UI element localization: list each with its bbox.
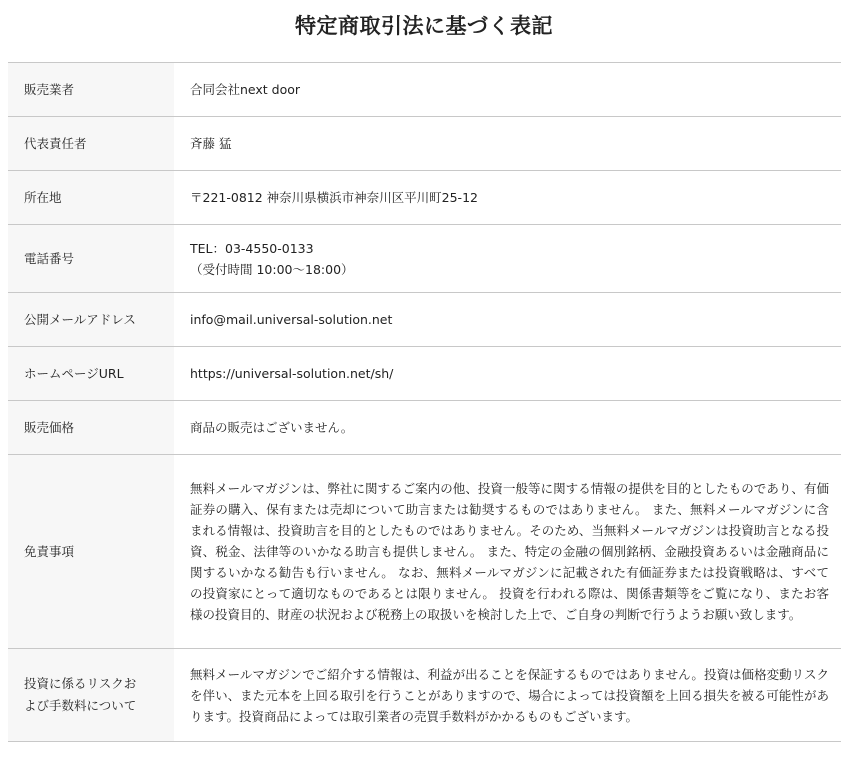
row-value-price: 商品の販売はございません。 [190, 420, 354, 435]
table-row-disclaimer [8, 455, 841, 649]
row-label-address: 所在地 [8, 171, 174, 225]
table-row-risk-fees [8, 649, 841, 742]
table-row-price [8, 401, 841, 455]
phone-hours: （受付時間 10:00～18:00） [190, 261, 354, 277]
row-label-email: 公開メールアドレス [8, 293, 174, 347]
row-label-risk-fees [8, 649, 174, 742]
row-label-representative: 代表責任者 [8, 117, 174, 171]
table-row-address [8, 171, 841, 225]
table-row-phone [8, 225, 841, 293]
row-value-risk-fees: 無料メールマガジンでご紹介する情報は、利益が出ることを保証するものではありません。投資は価格変動リスクを伴い、また元本を上回る取引を行うことがありますので、場合によっては投資額を上回る損失を被る可能性があります。投資商品によっては取引業者の売買手数料がかかるものもございます。 [190, 666, 829, 724]
page-title: 特定商取引法に基づく表記 [295, 14, 553, 38]
row-label-disclaimer: 免責事項 [8, 455, 174, 649]
table-row-seller [8, 63, 841, 117]
row-label-homepage: ホームページURL [8, 347, 174, 401]
table-row-representative [8, 117, 841, 171]
row-value-homepage: https://universal-solution.net/sh/ [190, 366, 394, 381]
row-value-disclaimer: 無料メールマガジンは、弊社に関するご案内の他、投資一般等に関する情報の提供を目的としたものであり、有価証券の購入、保有または売却について助言または勧奨するものではありません。 また、無料メールマガジンに含まれる情報は、投資助言を目的としたものではありません。そのため、当無料メールマガジンは投資助言となる投資、税金、法律等のいかなる助言も提供しません。 また、特定の金融の個別銘柄、金融投資あるいは金融商品に関するいかなる勧告も行いません。 なお、無料メールマガジンに記載された有価証券または投資戦略は、すべての投資家にとって適切なものであるとは限りません。 投資を行われる際は、関係書類等をご覧になり、またお客様の投資目的、財産の状況および税務上の取扱いを検討した上で、ご自身の判断で行うようお願い致します。 [190, 481, 829, 622]
row-label-price: 販売価格 [8, 401, 174, 455]
commercial-law-table [8, 62, 841, 742]
table-row-email [8, 293, 841, 347]
row-value-representative: 斉藤 猛 [190, 136, 232, 151]
row-value-email: info@mail.universal-solution.net [190, 312, 393, 327]
risk-label-line-2: よび手数料について [24, 698, 137, 713]
row-label-seller: 販売業者 [8, 63, 174, 117]
table-row-homepage [8, 347, 841, 401]
row-value-address: 〒221-0812 神奈川県横浜市神奈川区平川町25-12 [190, 190, 478, 205]
row-value-phone [174, 225, 841, 293]
risk-label-line-1: 投資に係るリスクお [24, 676, 137, 691]
row-value-seller: 合同会社next door [190, 82, 301, 97]
row-label-phone: 電話番号 [8, 225, 174, 293]
phone-number: TEL：03-4550-0133 [190, 240, 314, 256]
